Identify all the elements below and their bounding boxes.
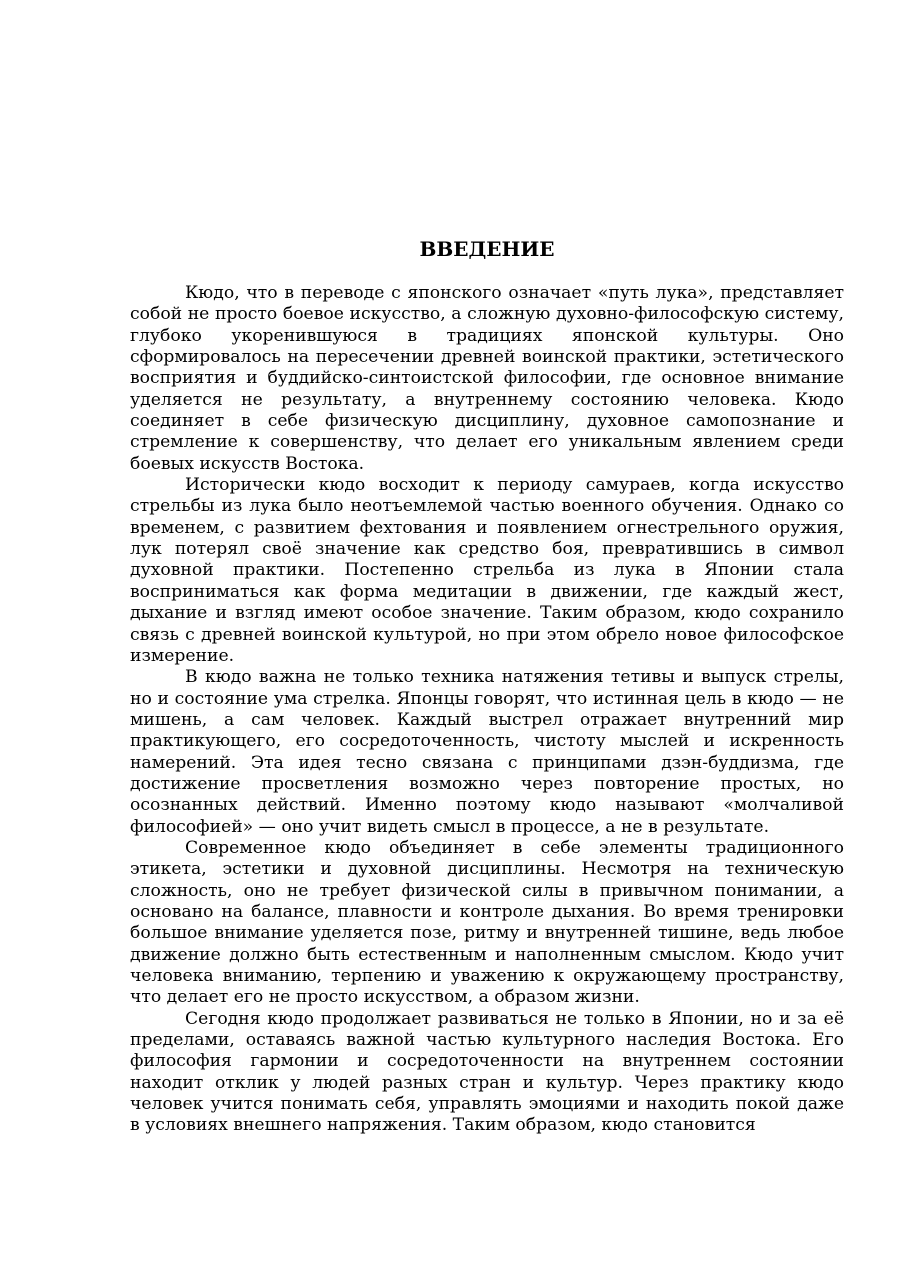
paragraph-2: Исторически кюдо восходит к периоду самураев, когда искусство стрельбы из лука было неотъемлемой частью военного обучения. Однако со временем, с развитием фехтования и появлением огнестрельного оружия, лук потерял своё значение как средство боя, превратившись в символ духовной практики. Постепенно стрельба из лука в Японии стала восприниматься как форма медитации в движении, где каждый жест, дыхание и взгляд имеют особое значение. Таким образом, кюдо сохранило связь с древней воинской культурой, но при этом обрело новое философское измерение. — [130, 475, 844, 666]
paragraph-1: Кюдо, что в переводе с японского означает «путь лука», представляет собой не просто боевое искусство, а сложную духовно-философскую систему, глубоко укоренившуюся в традициях японской культуры. Оно сформировалось на пересечении древней воинской практики, эстетического восприятия и буддийско-синтоистской философии, где основное внимание уделяется не результату, а внутреннему состоянию человека. Кюдо соединяет в себе физическую дисциплину, духовное самопознание и стремление к совершенству, что делает его уникальным явлением среди боевых искусств Востока. — [130, 283, 844, 474]
document-body — [130, 283, 844, 1137]
paragraph-4: Современное кюдо объединяет в себе элементы традиционного этикета, эстетики и духовной дисциплины. Несмотря на техническую сложность, оно не требует физической силы в привычном понимании, а основано на балансе, плавности и контроле дыхания. Во время тренировки большое внимание уделяется позе, ритму и внутренней тишине, ведь любое движение должно быть естественным и наполненным смыслом. Кюдо учит человека вниманию, терпению и уважению к окружающему пространству, что делает его не просто искусством, а образом жизни. — [130, 837, 844, 1008]
paragraph-3: В кюдо важна не только техника натяжения тетивы и выпуск стрелы, но и состояние ума стрелка. Японцы говорят, что истинная цель в кюдо — не мишень, а сам человек. Каждый выстрел отражает внутренний мир практикующего, его сосредоточенность, чистоту мыслей и искренность намерений. Эта идея тесно связана с принципами дзэн-буддизма, где достижение просветления возможно через повторение простых, но осознанных действий. Именно поэтому кюдо называют «молчаливой философией» — оно учит видеть смысл в процессе, а не в результате. — [130, 667, 844, 837]
paragraph-5: Сегодня кюдо продолжает развиваться не только в Японии, но и за её пределами, оставаясь важной частью культурного наследия Востока. Его философия гармонии и сосредоточенности на внутреннем состоянии находит отклик у людей разных стран и культур. Через практику кюдо человек учится понимать себя, управлять эмоциями и находить покой даже в условиях внешнего напряжения. Таким образом, кюдо становится — [130, 1008, 844, 1136]
page-title: ВВЕДЕНИЕ — [419, 237, 555, 261]
